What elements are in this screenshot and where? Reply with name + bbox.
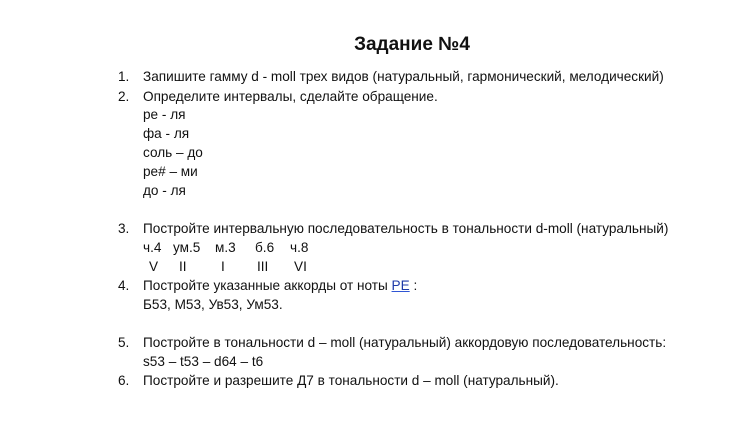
task-5-number: 5.: [118, 335, 130, 350]
page-title: Задание №4: [354, 34, 470, 55]
task-3-degrees-row: [0, 258, 746, 276]
task-4-number: 4.: [118, 278, 130, 293]
degree-label: I: [221, 259, 225, 274]
note-re-link[interactable]: РЕ: [391, 278, 410, 293]
interval-label: ум.5: [173, 240, 201, 255]
task-2-item: до - ля: [143, 183, 186, 198]
task-3-intervals-row: [0, 239, 746, 257]
interval-label: м.3: [215, 240, 236, 255]
task-4-text: [143, 277, 417, 295]
task-6-number: 6.: [118, 373, 130, 388]
task-5-text: Постройте в тональности d – moll (натуральный) аккордовую последовательность:: [143, 335, 667, 350]
degree-label: VI: [294, 259, 307, 274]
task-6-text: Постройте и разрешите Д7 в тональности d – moll (натуральный).: [143, 373, 559, 388]
task-4-text-after: :: [409, 278, 418, 293]
task-2-text: Определите интервалы, сделайте обращение.: [143, 89, 438, 104]
task-4-text-before: Постройте указанные аккорды от ноты: [143, 278, 392, 293]
task-1-number: 1.: [118, 69, 130, 84]
interval-label: ч.4: [143, 240, 162, 255]
interval-label: ч.8: [290, 240, 309, 255]
task-2-number: 2.: [118, 89, 130, 104]
interval-label: б.6: [255, 240, 275, 255]
degree-label: III: [257, 259, 269, 274]
task-2-item: ре - ля: [143, 107, 186, 122]
task-1-text: Запишите гамму d - moll трех видов (натуральный, гармонический, мелодический): [143, 69, 664, 84]
task-2-item: фа - ля: [143, 126, 190, 141]
task-5-sequence: s53 – t53 – d64 – t6: [143, 354, 264, 369]
task-4-chords: Б53, М53, Ув53, Ум53.: [143, 297, 283, 312]
degree-label: V: [149, 259, 159, 274]
degree-label: II: [179, 259, 187, 274]
task-2-item: соль – до: [143, 145, 203, 160]
task-3-number: 3.: [118, 221, 130, 236]
task-3-text: Постройте интервальную последовательность в тональности d-moll (натуральный): [143, 221, 669, 236]
task-2-item: ре# – ми: [143, 164, 198, 179]
